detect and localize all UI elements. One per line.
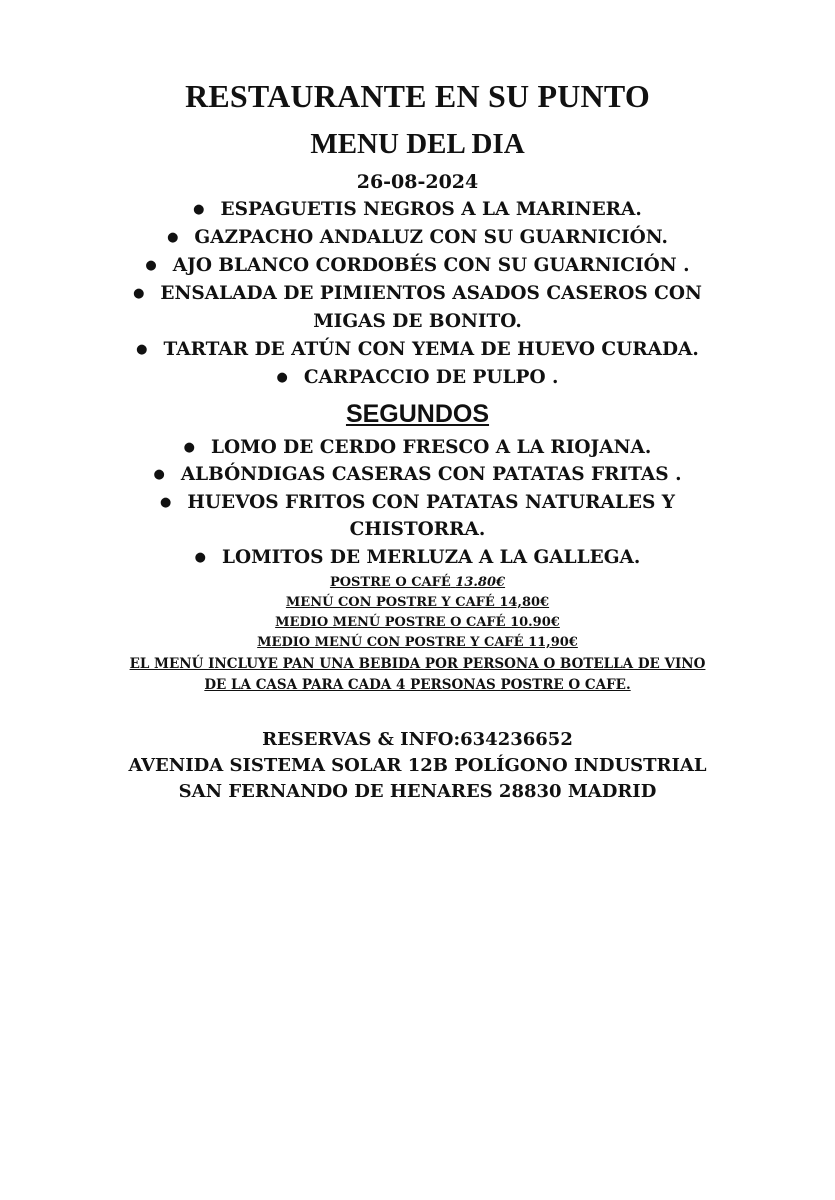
menu-title: MENU DEL DIA xyxy=(310,128,525,160)
includes-line-1: EL MENÚ INCLUYE PAN UNA BEBIDA POR PERSONA O BOTELLA DE VINO xyxy=(129,656,706,672)
dish-label: MIGAS DE BONITO. xyxy=(313,311,522,332)
dish-label: LOMITOS DE MERLUZA A LA GALLEGA. xyxy=(221,547,641,568)
bullet-icon: ● xyxy=(136,342,148,357)
dish-label: CHISTORRA. xyxy=(349,519,486,540)
dish-label: CARPACCIO DE PULPO . xyxy=(303,367,559,388)
dish-label: ENSALADA DE PIMIENTOS ASADOS CASEROS CON xyxy=(160,283,702,304)
bullet-icon: ● xyxy=(194,550,206,565)
price-medio-menu-postre-y-cafe: MEDIO MENÚ CON POSTRE Y CAFÉ 11,90€ xyxy=(257,635,578,650)
address-line-1: AVENIDA SISTEMA SOLAR 12B POLÍGONO INDUSTRIAL xyxy=(128,755,707,776)
list-item xyxy=(0,436,835,462)
price-postre-o-cafe xyxy=(0,574,835,592)
list-item xyxy=(0,226,835,252)
bullet-icon: ● xyxy=(133,286,145,301)
list-item xyxy=(0,546,835,572)
bullet-icon: ● xyxy=(153,467,165,482)
address-line-2: SAN FERNANDO DE HENARES 28830 MADRID xyxy=(178,781,657,802)
list-item xyxy=(0,338,835,364)
list-item-continuation xyxy=(0,310,835,334)
dish-label: LOMO DE CERDO FRESCO A LA RIOJANA. xyxy=(211,437,652,458)
bullet-icon: ● xyxy=(160,495,172,510)
segundos-heading: SEGUNDOS xyxy=(345,400,490,428)
dish-label: ESPAGUETIS NEGROS A LA MARINERA. xyxy=(220,199,642,220)
bullet-icon: ● xyxy=(145,258,157,273)
dish-label: ALBÓNDIGAS CASERAS CON PATATAS FRITAS . xyxy=(180,464,682,485)
list-item xyxy=(0,282,835,308)
bullet-icon: ● xyxy=(193,202,205,217)
price-menu-postre-y-cafe: MENÚ CON POSTRE Y CAFÉ 14,80€ xyxy=(285,595,550,610)
price-label: POSTRE O CAFÉ xyxy=(329,575,451,590)
dish-label: GAZPACHO ANDALUZ CON SU GUARNICIÓN. xyxy=(194,227,668,248)
list-item xyxy=(0,366,835,392)
reservas-info: RESERVAS & INFO:634236652 xyxy=(262,729,573,750)
bullet-icon: ● xyxy=(167,230,179,245)
bullet-icon: ● xyxy=(183,440,195,455)
list-item xyxy=(0,254,835,280)
price-medio-menu-postre-o-cafe: MEDIO MENÚ POSTRE O CAFÉ 10.90€ xyxy=(275,615,560,630)
list-item xyxy=(0,463,835,489)
bullet-icon: ● xyxy=(276,370,288,385)
list-item-continuation xyxy=(0,518,835,542)
menu-date: 26-08-2024 xyxy=(356,171,479,193)
dish-label: HUEVOS FRITOS CON PATATAS NATURALES Y xyxy=(187,492,675,513)
list-item xyxy=(0,198,835,224)
price-value: 13.80€ xyxy=(455,575,506,590)
restaurant-name: RESTAURANTE EN SU PUNTO xyxy=(185,78,650,114)
list-item xyxy=(0,491,835,517)
dish-label: AJO BLANCO CORDOBÉS CON SU GUARNICIÓN . xyxy=(172,255,690,276)
includes-line-2: DE LA CASA PARA CADA 4 PERSONAS POSTRE O CAFE. xyxy=(204,677,631,693)
dish-label: TARTAR DE ATÚN CON YEMA DE HUEVO CURADA. xyxy=(163,339,699,360)
